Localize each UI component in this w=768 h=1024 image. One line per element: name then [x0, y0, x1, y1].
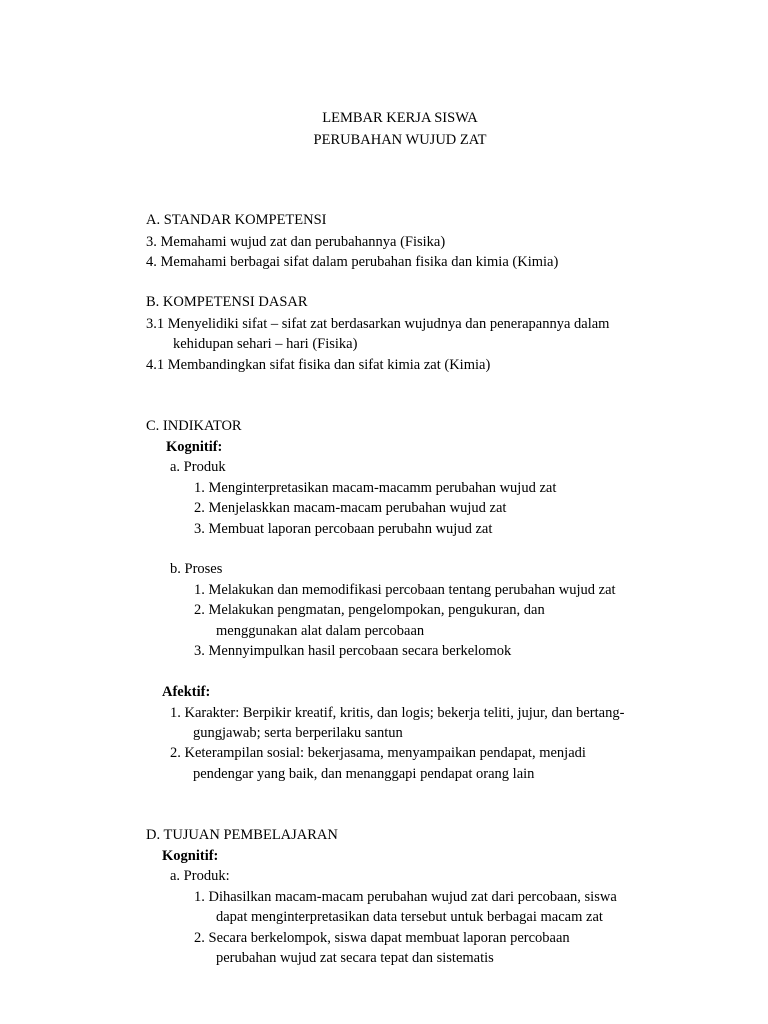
document-subtitle: PERUBAHAN WUJUD ZAT — [313, 132, 487, 148]
section-d-heading: D. TUJUAN PEMBELAJARAN — [146, 827, 338, 843]
proses-label: b. Proses — [170, 561, 223, 577]
list-item: 3. Membuat laporan percobaan perubahn wujud zat — [194, 521, 493, 537]
list-item-continuation: pendengar yang baik, dan menanggapi pendapat orang lain — [193, 766, 535, 782]
list-item: 1. Menginterpretasikan macam-macamm perubahan wujud zat — [194, 480, 557, 496]
list-item: 2. Menjelaskkan macam-macam perubahan wujud zat — [194, 500, 507, 516]
section-c-heading: C. INDIKATOR — [146, 418, 242, 434]
list-item-continuation: menggunakan alat dalam percobaan — [216, 623, 425, 639]
list-item-continuation: perubahan wujud zat secara tepat dan sistematis — [216, 950, 494, 966]
kognitif-label: Kognitif: — [162, 848, 219, 864]
produk-label: a. Produk: — [170, 868, 230, 884]
list-item-continuation: gungjawab; serta berperilaku santun — [193, 725, 403, 741]
list-item: 2. Melakukan pengmatan, pengelompokan, pengukuran, dan — [194, 602, 545, 618]
list-item-continuation: dapat menginterpretasikan data tersebut untuk berbagai macam zat — [216, 909, 603, 925]
section-b-heading: B. KOMPETENSI DASAR — [146, 294, 308, 310]
section-a-heading: A. STANDAR KOMPETENSI — [146, 212, 327, 228]
list-item: 3. Mennyimpulkan hasil percobaan secara berkelomok — [194, 643, 512, 659]
section-a-item: 3. Memahami wujud zat dan perubahannya (Fisika) — [146, 234, 446, 250]
section-b-item: 4.1 Membandingkan sifat fisika dan sifat kimia zat (Kimia) — [146, 357, 491, 373]
produk-label: a. Produk — [170, 459, 226, 475]
section-b-item-continuation: kehidupan sehari – hari (Fisika) — [173, 336, 358, 352]
list-item: 2. Secara berkelompok, siswa dapat membuat laporan percobaan — [194, 930, 570, 946]
afektif-label: Afektif: — [162, 684, 211, 700]
list-item: 1. Karakter: Berpikir kreatif, kritis, dan logis; bekerja teliti, jujur, dan bertang- — [170, 705, 625, 721]
kognitif-label: Kognitif: — [166, 439, 223, 455]
list-item: 1. Dihasilkan macam-macam perubahan wujud zat dari percobaan, siswa — [194, 889, 617, 905]
section-b-item: 3.1 Menyelidiki sifat – sifat zat berdasarkan wujudnya dan penerapannya dalam — [146, 316, 610, 332]
section-a-item: 4. Memahami berbagai sifat dalam perubahan fisika dan kimia (Kimia) — [146, 254, 559, 270]
document-title: LEMBAR KERJA SISWA — [322, 110, 478, 126]
list-item: 2. Keterampilan sosial: bekerjasama, menyampaikan pendapat, menjadi — [170, 745, 586, 761]
list-item: 1. Melakukan dan memodifikasi percobaan tentang perubahan wujud zat — [194, 582, 616, 598]
